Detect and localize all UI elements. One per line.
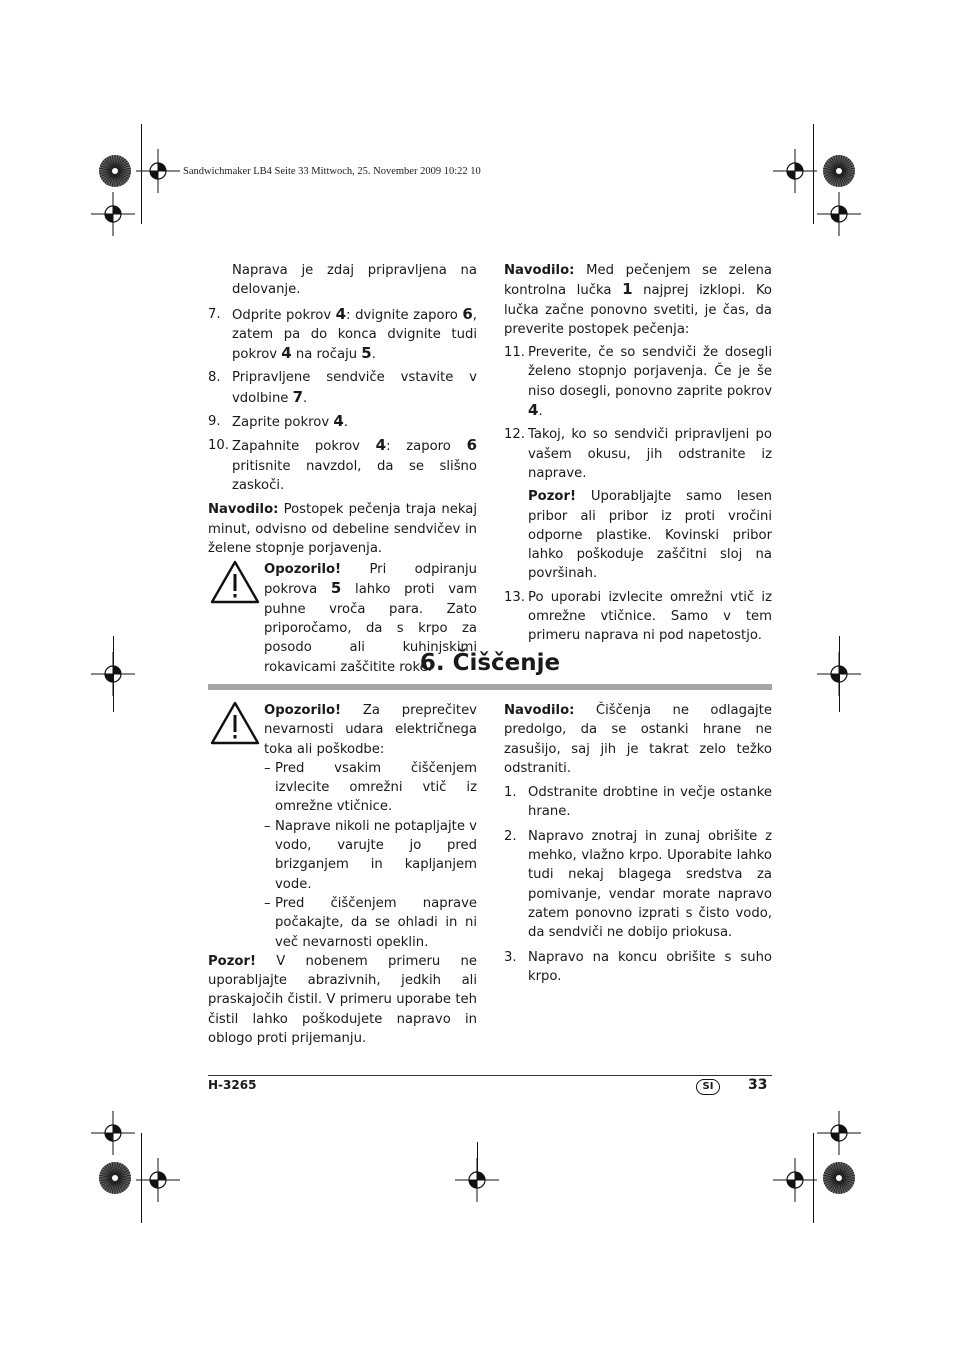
bullet-text: Pred vsakim čiščenjem izvlecite omrežni vtič iz omrežne vtičnice. bbox=[275, 760, 477, 815]
text-run: . bbox=[343, 415, 348, 431]
part-reference-number: 4 bbox=[335, 304, 347, 323]
steps-list bbox=[504, 783, 772, 986]
step-number: 11. bbox=[504, 345, 525, 361]
intro-text: Naprava je zdaj pripravljena na delovanje. bbox=[232, 263, 477, 298]
footer-rule bbox=[208, 1075, 772, 1076]
caution-text: V nobenem primeru ne uporabljajte abrazivnih, jedkih ali praskajočih čistil. V primeru uporabe teh čistil lahko poškodujete napravo in oblogo proti prijemanju. bbox=[208, 953, 477, 1047]
text-run: Po uporabi izvlecite omrežni vtič iz omrežne vtičnice. Samo v tem primeru naprava ni pod napetostjo. bbox=[528, 589, 772, 644]
step-text bbox=[232, 412, 477, 432]
warning-text bbox=[264, 701, 477, 759]
step-item bbox=[208, 436, 477, 495]
caution-text: Uporabljajte samo lesen pribor ali pribor iz proti vročini odporne plastike. Kovinski pribor lahko poškoduje zaščitni sloj na površinah. bbox=[528, 489, 772, 582]
step-item bbox=[504, 343, 772, 421]
step-text: Napravo na koncu obrišite s suho krpo. bbox=[528, 949, 772, 984]
part-reference-number: 5 bbox=[361, 344, 372, 363]
crosshair-mark-icon bbox=[91, 192, 135, 236]
section-rule bbox=[208, 684, 772, 690]
text-run: Zapahnite pokrov bbox=[232, 439, 376, 455]
section-title: 6. Čiščenje bbox=[419, 650, 561, 676]
crosshair-mark-icon bbox=[817, 192, 861, 236]
starburst-mark-icon bbox=[822, 1161, 856, 1195]
text-run: Zaprite pokrov bbox=[232, 415, 334, 431]
starburst-mark-icon bbox=[98, 1161, 132, 1195]
step-item bbox=[208, 368, 477, 408]
step-text bbox=[528, 588, 772, 646]
step-number: 2. bbox=[504, 828, 517, 844]
text-run: lahko proti vam puhne vroča para. Zato priporočamo, da s krpo za posodo ali kuhinjskimi rokavicami zaščitite roke. bbox=[264, 582, 477, 675]
part-reference-number: 4 bbox=[333, 412, 344, 431]
left-bottom-column bbox=[208, 701, 477, 1048]
bullet-item bbox=[264, 894, 477, 952]
text-run: Med pečenjem se zelena kontrolna lučka bbox=[504, 263, 772, 299]
step-number: 3. bbox=[504, 949, 517, 965]
note-paragraph bbox=[504, 261, 772, 339]
crop-line bbox=[813, 1133, 814, 1223]
left-top-column bbox=[208, 261, 477, 677]
text-run: Pri odpiranju pokrova bbox=[264, 562, 477, 598]
crop-line bbox=[113, 636, 114, 712]
crosshair-mark-icon bbox=[773, 1158, 817, 1202]
starburst-mark-icon bbox=[822, 154, 856, 188]
step-item bbox=[208, 412, 477, 432]
step-number: 13. bbox=[504, 589, 525, 605]
text-run: : zaporo bbox=[386, 439, 467, 455]
note-text: Postopek pečenja traja nekaj minut, odvisno od debeline sendvičev in želene stopnje porjavenja. bbox=[208, 502, 477, 556]
text-run: . bbox=[303, 390, 308, 406]
part-reference-number: 5 bbox=[330, 579, 342, 598]
crop-line bbox=[141, 124, 142, 224]
text-run: Odprite pokrov bbox=[232, 307, 336, 323]
step-item bbox=[208, 305, 477, 365]
part-reference-number: 4 bbox=[281, 344, 292, 363]
step-number: 1. bbox=[504, 785, 517, 801]
step-text bbox=[528, 343, 772, 421]
text-run: pritisnite navzdol, da se slišno zaskoči. bbox=[232, 458, 477, 493]
language-badge: SI bbox=[696, 1079, 720, 1095]
step-text bbox=[232, 305, 477, 365]
step-text: Odstranite drobtine in večje ostanke hrane. bbox=[528, 785, 772, 820]
text-run: , zatem pa do konca dvignite tudi pokrov bbox=[232, 307, 477, 363]
step-item bbox=[504, 588, 772, 646]
part-reference-number: 6 bbox=[466, 436, 477, 455]
bullet-item bbox=[264, 759, 477, 817]
text-run: Takoj, ko so sendviči pripravljeni po vašem okusu, jih odstranite iz naprave. bbox=[528, 427, 772, 481]
bullet-text: Pred čiščenjem naprave počakajte, da se ohladi in ni več nevarnosti opeklin. bbox=[275, 895, 477, 950]
right-top-column bbox=[504, 261, 772, 646]
step-number: 9. bbox=[208, 414, 221, 430]
print-slug: Sandwichmaker LB4 Seite 33 Mittwoch, 25. November 2009 10:22 10 bbox=[183, 166, 481, 177]
note-label: Navodilo: bbox=[504, 703, 575, 718]
step-item bbox=[504, 948, 772, 987]
bullet-text: Naprave nikoli ne potapljajte v vodo, varujte jo pred brizganjem in kapljanjem vode. bbox=[275, 818, 477, 892]
caution-paragraph bbox=[208, 952, 477, 1048]
text-run: Preverite, če so sendviči že dosegli želeno stopnjo porjavenja. Če je še niso dosegli, ponovno zaprite pokrov bbox=[528, 345, 772, 399]
warning-body: Za preprečitev nevarnosti udara električnega toka ali poškodbe: bbox=[264, 703, 477, 757]
caution-label: Pozor! bbox=[208, 953, 256, 969]
part-reference-number: 7 bbox=[292, 387, 304, 406]
crosshair-mark-icon bbox=[136, 1158, 180, 1202]
bullet-dash: – bbox=[264, 818, 271, 834]
note-text: Čiščenja ne odlagajte predolgo, da se ostanki hrane ne zasušijo, saj jih je takrat zelo težko odstraniti. bbox=[504, 703, 772, 776]
note-label: Navodilo: bbox=[504, 263, 575, 278]
step-number: 7. bbox=[208, 306, 221, 322]
bullet-item bbox=[264, 817, 477, 894]
crop-line bbox=[141, 1133, 142, 1223]
warning-label: Opozorilo! bbox=[264, 562, 342, 578]
text-run: : dvignite zaporo bbox=[346, 307, 463, 323]
crop-line bbox=[813, 124, 814, 224]
text-run: . bbox=[371, 347, 376, 363]
warning-triangle-icon bbox=[210, 701, 260, 745]
step-item bbox=[504, 783, 772, 822]
text-run: najprej izklopi. Ko lučka začne ponovno svetiti, je čas, da preverite postopek pečenja: bbox=[504, 283, 772, 337]
steps-list bbox=[504, 343, 772, 645]
page-number: 33 bbox=[748, 1077, 768, 1093]
part-reference-number: 4 bbox=[375, 436, 387, 455]
bullet-dash: – bbox=[264, 760, 271, 776]
caution-paragraph bbox=[504, 487, 772, 583]
caution-label: Pozor! bbox=[528, 489, 576, 505]
model-code: H-3265 bbox=[208, 1078, 257, 1092]
step-item bbox=[504, 425, 772, 483]
crop-line bbox=[839, 636, 840, 712]
crosshair-mark-icon bbox=[91, 1111, 135, 1155]
warning-triangle-icon bbox=[210, 560, 260, 604]
warning-label: Opozorilo! bbox=[264, 703, 342, 718]
part-reference-number: 1 bbox=[622, 280, 633, 299]
step-number: 12. bbox=[504, 427, 525, 443]
steps-list bbox=[208, 305, 477, 496]
crop-line bbox=[477, 1142, 478, 1180]
step-text: Napravo znotraj in zunaj obrišite z mehko, vlažno krpo. Uporabite lahko tudi nekaj blagega sredstva za pomivanje, vendar morate napravo zatem ponovno izprati s čisto vodo, da sendviči ne dobijo priokusa. bbox=[528, 828, 772, 941]
note-paragraph bbox=[208, 500, 477, 558]
part-reference-number: 6 bbox=[462, 304, 473, 323]
step-item bbox=[504, 827, 772, 943]
note-paragraph bbox=[504, 701, 772, 778]
crosshair-mark-icon bbox=[817, 1111, 861, 1155]
text-run: . bbox=[538, 404, 543, 420]
step-number: 10. bbox=[208, 438, 229, 454]
warning-block bbox=[208, 701, 477, 952]
note-label: Navodilo: bbox=[208, 502, 279, 518]
part-reference-number: 4 bbox=[528, 401, 539, 420]
step-number: 8. bbox=[208, 370, 221, 386]
right-bottom-column bbox=[504, 701, 772, 986]
step-text bbox=[232, 436, 477, 495]
crosshair-mark-icon bbox=[773, 149, 817, 193]
text-run: Pripravljene sendviče vstavite v vdolbine bbox=[232, 370, 477, 406]
text-run: na ročaju bbox=[291, 347, 362, 363]
crosshair-mark-icon bbox=[136, 149, 180, 193]
bullet-dash: – bbox=[264, 895, 271, 911]
starburst-mark-icon bbox=[98, 154, 132, 188]
step-text bbox=[528, 425, 772, 483]
bullet-list bbox=[264, 759, 477, 952]
step-text bbox=[232, 368, 477, 408]
